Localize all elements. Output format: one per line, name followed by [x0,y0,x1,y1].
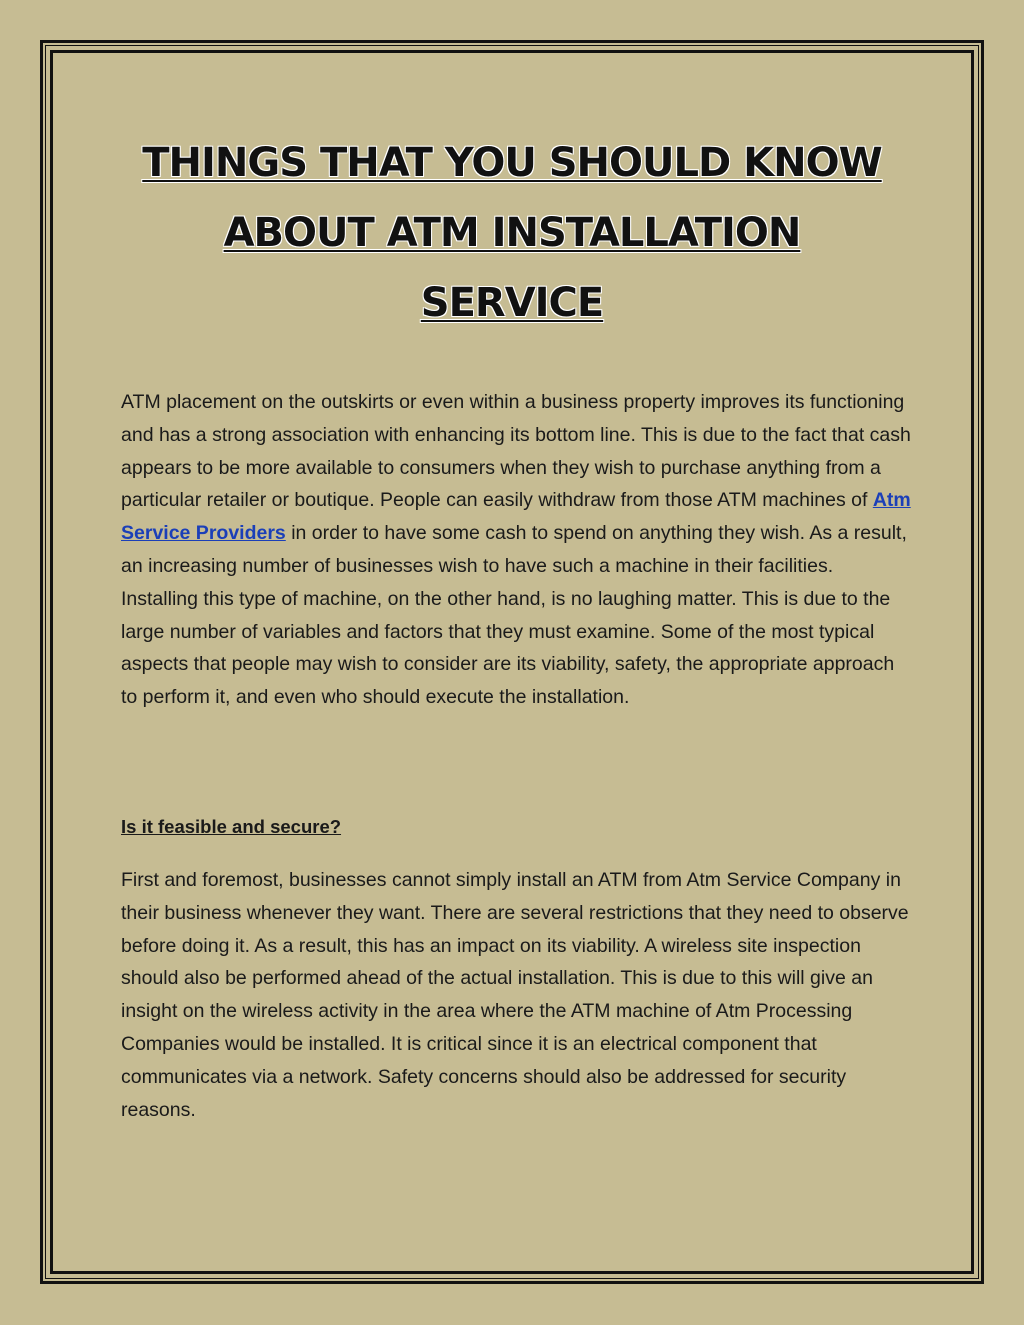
document-title [130,128,894,338]
intro-text-before-link: ATM placement on the outskirts or even within a business property improves its functioning and has a strong association with enhancing its bottom line. This is due to the fact that cash appears to be more available to consumers when they wish to purchase anything from a particular retailer or boutique. People can easily withdraw from those ATM machines of [121,391,911,512]
section-heading: Is it feasible and secure? [121,816,342,837]
intro-text-after-link: in order to have some cash to spend on anything they wish. As a result, an increasing number of businesses wish to have such a machine in their facilities. Installing this type of machine, on the other hand, is no laughing matter. This is due to the large number of variables and factors that they must examine. Some of the most typical aspects that people may wish to consider are its viability, safety, the appropriate approach to perform it, and even who should execute the installation. [121,522,907,709]
section-paragraph: First and foremost, businesses cannot simply install an ATM from Atm Service Company in their business whenever they want. There are several restrictions that they need to observe before doing it. As a result, this has an impact on its viability. A wireless site inspection should also be performed ahead of the actual installation. This is due to this will give an insight on the wireless activity in the area where the ATM machine of Atm Processing Companies would be installed. It is critical since it is an electrical component that communicates via a network. Safety concerns should also be addressed for security reasons. [121,869,909,1121]
document-title-text: THINGS THAT YOU SHOULD KNOW ABOUT ATM INSTALLATION SERVICE [142,140,882,326]
intro-paragraph [121,386,911,714]
atm-service-providers-link[interactable]: Atm Service Providers [121,489,911,545]
